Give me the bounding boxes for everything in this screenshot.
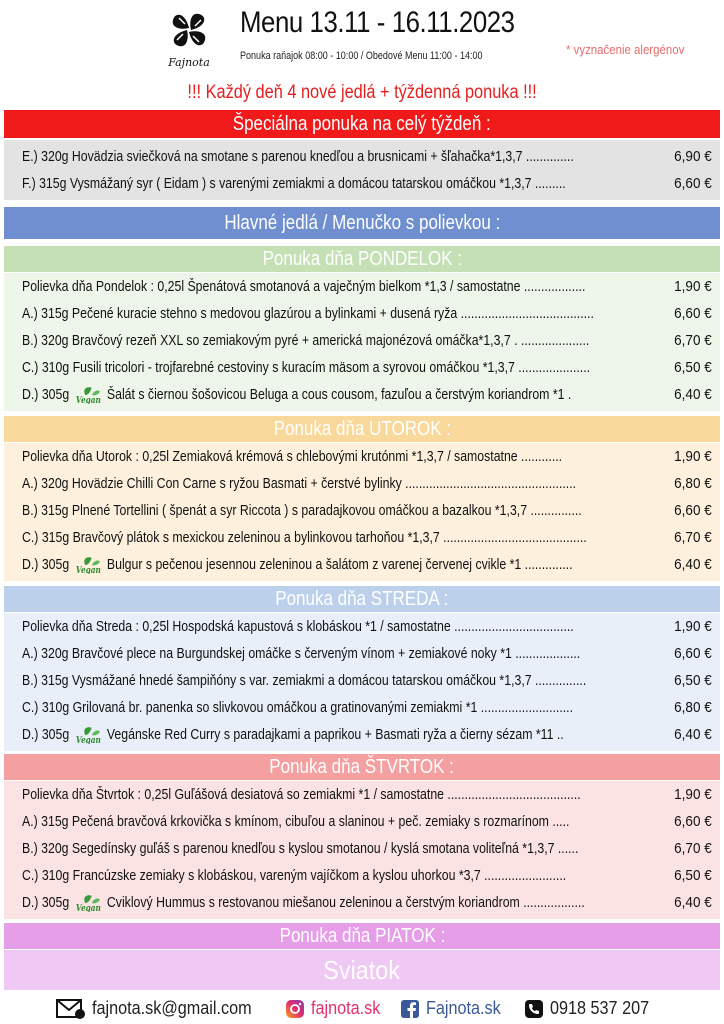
- menu-row-price: 6,40 €: [674, 386, 712, 403]
- menu-row: [22, 383, 712, 407]
- menu-row-price: 6,60 €: [674, 645, 712, 662]
- menu-row-code: D.) 305g: [22, 556, 70, 573]
- menu-row-price: 6,60 €: [674, 502, 712, 519]
- day-panel: [4, 273, 720, 411]
- day-panel: [4, 443, 720, 581]
- footer-email-text: fajnota.sk@gmail.com: [92, 998, 252, 1018]
- menu-row: [22, 145, 712, 169]
- menu-row-text: C.) 315g Bravčový plátok s mexickou zeleninou a bylinkovou tarhoňou *1,3,7 ..........................................: [22, 529, 587, 546]
- holiday-text: Sviatok: [323, 955, 401, 985]
- allergen-note: * vyznačenie alergénov: [566, 42, 685, 57]
- footer: [0, 992, 724, 1024]
- vegan-icon: [72, 894, 105, 912]
- menu-row-text: Polievka dňa Streda : 0,25l Hospodská kapustová s klobáskou *1 / samostatne ...................................: [22, 618, 574, 635]
- menu-row-price: 6,60 €: [674, 175, 712, 192]
- special-heading: Špeciálna ponuka na celý týždeň :: [232, 113, 491, 135]
- menu-row: [22, 891, 712, 915]
- day-heading-band: [4, 416, 720, 442]
- logo-text: Fajnota: [168, 56, 210, 69]
- menu-row-dish: Bulgur s pečenou jesennou zeleninou a šalátom z varenej červenej cvikle *1 ..............: [106, 556, 573, 573]
- phone-icon: [524, 999, 544, 1019]
- opening-hours: Ponuka raňajok 08:00 - 10:00 / Obedové Menu 11:00 - 14:00: [240, 50, 483, 62]
- menu-row-price: 6,40 €: [674, 894, 712, 911]
- menu-row-text: B.) 315g Plnené Tortellini ( špenát a syr Riccota ) s paradajkovou omáčkou a bazalkou *1,3,7 ...............: [22, 502, 582, 519]
- friday-heading: Ponuka dňa PIATOK :: [279, 925, 445, 947]
- menu-row-price: 1,90 €: [674, 448, 712, 465]
- day-heading-band: [4, 246, 720, 272]
- day-heading-band: [4, 586, 720, 612]
- svg-text:Vegan: Vegan: [75, 902, 101, 913]
- day-heading: Ponuka dňa PONDELOK :: [262, 248, 462, 270]
- footer-instagram-text: fajnota.sk: [311, 998, 381, 1018]
- menu-row: [22, 329, 712, 353]
- menu-row-text: C.) 310g Grilovaná br. panenka so slivkovou omáčkou a gratinovanými zemiakmi *1 ...........................: [22, 699, 574, 716]
- menu-row-code: D.) 305g: [22, 894, 70, 911]
- main-heading: Hlavné jedlá / Menučko s polievkou :: [224, 212, 500, 234]
- vegan-icon: [72, 726, 105, 744]
- menu-row: [22, 837, 712, 861]
- menu-row: [22, 553, 712, 577]
- day-heading: Ponuka dňa ŠTVRTOK :: [269, 756, 455, 778]
- menu-row-price: 6,40 €: [674, 726, 712, 743]
- menu-row: [22, 864, 712, 888]
- menu-row-text: Polievka dňa Utorok : 0,25l Zemiaková krémová s chlebovými krutónmi *1,3,7 / samostatne ............: [22, 448, 563, 465]
- day-panel: [4, 613, 720, 751]
- menu-row-price: 6,70 €: [674, 332, 712, 349]
- menu-row-dish: Šalát s čiernou šošovicou Beluga a cous cousom, fazuľou a čerstvým koriandrom *1 .: [106, 386, 572, 403]
- menu-row: [22, 642, 712, 666]
- email-icon: [56, 998, 86, 1020]
- footer-phone-text: 0918 537 207: [550, 998, 650, 1018]
- day-panel: [4, 781, 720, 919]
- menu-row-price: 1,90 €: [674, 786, 712, 803]
- menu-row: [22, 526, 712, 550]
- menu-row-dish: Vegánske Red Curry s paradajkami a paprikou + Basmati ryža a čierny sézam *11 ..: [106, 726, 564, 743]
- day-heading-band: [4, 754, 720, 780]
- menu-row: [22, 472, 712, 496]
- menu-row-text: Polievka dňa Pondelok : 0,25l Špenátová smotanová a vaječným bielkom *1,3 / samostatne ..................: [22, 278, 586, 295]
- instagram-icon: [285, 999, 305, 1019]
- menu-row-code: D.) 305g: [22, 726, 70, 743]
- menu-row-price: 6,80 €: [674, 699, 712, 716]
- menu-row: [22, 275, 712, 299]
- menu-row: [22, 783, 712, 807]
- menu-row-text: Polievka dňa Štvrtok : 0,25l Guľášová desiatová so zemiakmi *1 / samostatne .......................................: [22, 786, 581, 803]
- facebook-icon: [400, 999, 420, 1019]
- main-heading-band: [4, 207, 720, 239]
- menu-row-text: A.) 320g Hovädzie Chilli Con Carne s ryžou Basmati + čerstvé bylinky ..................................................: [22, 475, 577, 492]
- menu-row-price: 6,50 €: [674, 867, 712, 884]
- menu-row-text: F.) 315g Vysmážaný syr ( Eidam ) s varenými zemiakmi a domácou tatarskou omáčkou *1,3,7 .........: [22, 175, 566, 192]
- menu-row-price: 6,60 €: [674, 305, 712, 322]
- menu-row: [22, 696, 712, 720]
- tagline: [0, 82, 724, 104]
- menu-row-text: B.) 315g Vysmážané hnedé šampiňóny s var. zemiakmi a domácou tatarskou omáčkou *1,3,7 ...............: [22, 672, 587, 689]
- day-heading: Ponuka dňa STREDA :: [275, 588, 449, 610]
- svg-text:Vegan: Vegan: [75, 394, 101, 405]
- menu-row-price: 6,70 €: [674, 840, 712, 857]
- menu-row-text: A.) 315g Pečené kuracie stehno s medovou glazúrou a bylinkami + dusená ryža .......................................: [22, 305, 594, 322]
- menu-row-price: 6,80 €: [674, 475, 712, 492]
- menu-row: [22, 302, 712, 326]
- footer-phone[interactable]: [524, 995, 660, 1021]
- menu-row-text: C.) 310g Francúzske zemiaky s klobáskou, vareným vajíčkom a kyslou uhorkou *3,7 ........................: [22, 867, 567, 884]
- menu-row: [22, 356, 712, 380]
- menu-row-text: B.) 320g Bravčový rezeň XXL so zemiakovým pyré + americká majonézová omáčka*1,3,7 . ....................: [22, 332, 590, 349]
- special-heading-band: [4, 110, 720, 138]
- tagline-text: !!! Každý deň 4 nové jedlá + týždenná ponuka !!!: [187, 82, 537, 103]
- menu-row-price: 6,50 €: [674, 672, 712, 689]
- menu-row-text: C.) 310g Fusili tricolori - trojfarebné cestoviny s kuracím mäsom a syrovou omáčkou *1,3,7 .....................: [22, 359, 591, 376]
- svg-text:Vegan: Vegan: [75, 564, 101, 575]
- holiday-panel: [4, 950, 720, 990]
- footer-facebook[interactable]: [400, 995, 509, 1021]
- menu-row-text: [22, 383, 571, 407]
- menu-row: [22, 499, 712, 523]
- footer-email[interactable]: [56, 995, 269, 1021]
- friday-heading-band: [4, 923, 720, 949]
- day-heading: Ponuka dňa UTOROK :: [273, 418, 451, 440]
- vegan-icon: [72, 386, 105, 404]
- special-panel: [4, 140, 720, 200]
- menu-row: [22, 615, 712, 639]
- vegan-icon: [72, 556, 105, 574]
- menu-row: [22, 669, 712, 693]
- menu-row-text: [22, 891, 585, 915]
- menu-row: [22, 445, 712, 469]
- menu-row: [22, 810, 712, 834]
- menu-row-price: 6,40 €: [674, 556, 712, 573]
- menu-row-price: 1,90 €: [674, 618, 712, 635]
- menu-row-price: 6,70 €: [674, 529, 712, 546]
- menu-row-text: A.) 320g Bravčové plece na Burgundskej omáčke s červeným vínom + zemiakové noky *1 ...................: [22, 645, 581, 662]
- svg-text:Vegan: Vegan: [75, 734, 101, 745]
- menu-row-text: E.) 320g Hovädzia sviečková na smotane s parenou knedľou a brusnicami + šľahačka*1,3,7 ..............: [22, 148, 574, 165]
- menu-row-price: 6,60 €: [674, 813, 712, 830]
- menu-row-price: 1,90 €: [674, 278, 712, 295]
- menu-row-price: 6,90 €: [674, 148, 712, 165]
- footer-instagram[interactable]: [285, 995, 388, 1021]
- menu-row-price: 6,50 €: [674, 359, 712, 376]
- header: [0, 0, 724, 82]
- menu-row-text: B.) 320g Segedínsky guľáš s parenou knedľou s kyslou smotanou / kyslá smotana voliteľná *1,3,7 ......: [22, 840, 579, 857]
- menu-row: [22, 172, 712, 196]
- menu-row-text: [22, 553, 573, 577]
- footer-facebook-text: Fajnota.sk: [426, 998, 501, 1018]
- menu-row-text: A.) 315g Pečená bravčová krkovička s kmínom, cibuľou a slaninou + peč. zemiaky s rozmarínom .....: [22, 813, 570, 830]
- menu-row-dish: Cviklový Hummus s restovanou miešanou zeleninou a čerstvým koriandrom ..................: [106, 894, 585, 911]
- menu-row-text: [22, 723, 564, 747]
- menu-row: [22, 723, 712, 747]
- page-title: Menu 13.11 - 16.11.2023: [240, 6, 515, 39]
- menu-row-code: D.) 305g: [22, 386, 70, 403]
